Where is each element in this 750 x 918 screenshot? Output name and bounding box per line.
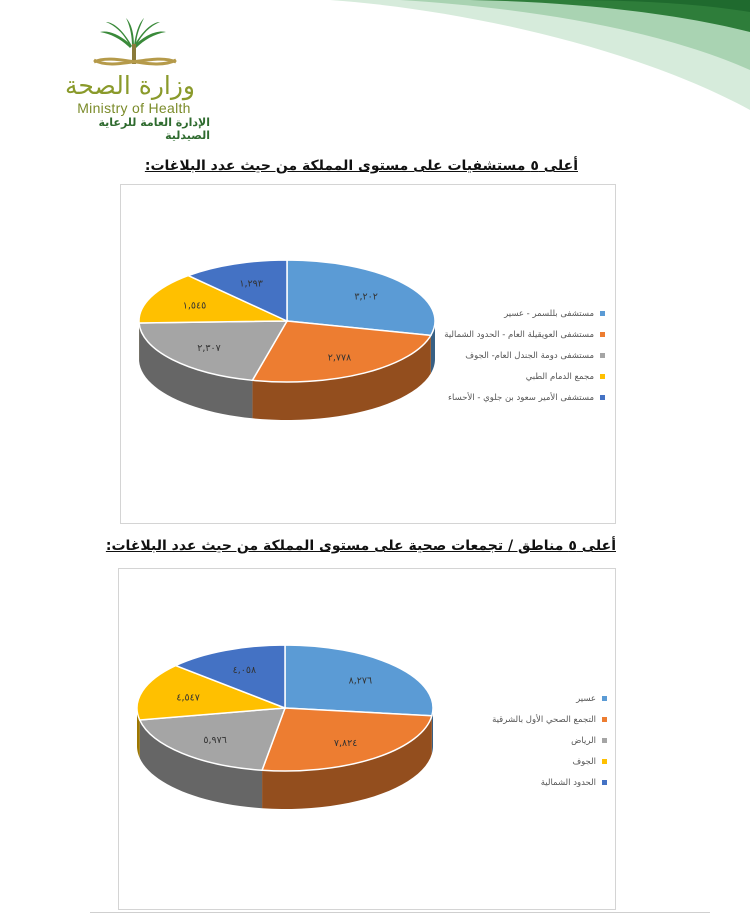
pie-value-label-1: ٢,٧٧٨ bbox=[327, 352, 352, 364]
legend-item-2 bbox=[492, 730, 607, 751]
legend-regions bbox=[492, 688, 607, 793]
legend-label-4: مستشفى الأمير سعود بن جلوي - الأحساء bbox=[448, 392, 594, 403]
legend-label-2: مستشفى دومة الجندل العام- الجوف bbox=[465, 350, 594, 361]
legend-label-2: الرياض bbox=[571, 735, 596, 746]
legend-item-4 bbox=[444, 387, 605, 408]
logo-department: الإدارة العامة للرعاية الصيدلية bbox=[98, 116, 210, 142]
legend-label-4: الحدود الشمالية bbox=[540, 777, 596, 788]
legend-label-3: مجمع الدمام الطبي bbox=[525, 371, 594, 382]
ministry-logo bbox=[50, 16, 220, 142]
pie-top bbox=[139, 260, 435, 382]
legend-item-1 bbox=[492, 709, 607, 730]
legend-swatch-2 bbox=[600, 353, 605, 358]
legend-item-0 bbox=[492, 688, 607, 709]
pie-value-label-2: ٥,٩٧٦ bbox=[203, 734, 227, 746]
legend-swatch-2 bbox=[602, 738, 607, 743]
legend-swatch-1 bbox=[602, 717, 607, 722]
pie-value-label-4: ١,٢٩٣ bbox=[239, 278, 263, 290]
logo-english-name: Ministry of Health bbox=[77, 100, 191, 116]
chart-box-regions bbox=[118, 568, 616, 910]
legend-swatch-0 bbox=[600, 311, 605, 316]
pie-value-label-0: ٨,٢٧٦ bbox=[348, 675, 373, 687]
legend-swatch-3 bbox=[600, 374, 605, 379]
page-bottom-divider bbox=[90, 912, 710, 913]
legend-swatch-4 bbox=[600, 395, 605, 400]
palm-and-swords-icon bbox=[50, 16, 220, 76]
section-title-regions: أعلى ٥ مناطق / تجمعات صحية على مستوى المملكة من حيث عدد البلاغات: bbox=[105, 538, 616, 554]
legend-label-0: عسير bbox=[576, 693, 596, 704]
pie-value-label-3: ١,٥٤٥ bbox=[182, 300, 207, 312]
legend-item-2 bbox=[444, 345, 605, 366]
legend-label-0: مستشفى بللسمر - عسير bbox=[504, 308, 594, 319]
pie-top bbox=[137, 645, 433, 771]
legend-swatch-4 bbox=[602, 780, 607, 785]
legend-swatch-1 bbox=[600, 332, 605, 337]
legend-swatch-0 bbox=[602, 696, 607, 701]
chart-box-hospitals bbox=[120, 184, 616, 524]
legend-item-1 bbox=[444, 324, 605, 345]
pie-value-label-1: ٧,٨٢٤ bbox=[333, 738, 358, 750]
legend-item-0 bbox=[444, 303, 605, 324]
pie-value-label-4: ٤,٠٥٨ bbox=[232, 664, 257, 676]
pie-value-label-0: ٣,٢٠٢ bbox=[354, 291, 378, 303]
legend-label-3: الجوف bbox=[572, 756, 596, 767]
legend-swatch-3 bbox=[602, 759, 607, 764]
pie-value-label-3: ٤,٥٤٧ bbox=[176, 692, 200, 704]
pie-value-label-2: ٢,٣٠٧ bbox=[197, 343, 221, 355]
logo-arabic-name: وزارة الصحة bbox=[65, 71, 195, 100]
legend-item-4 bbox=[492, 772, 607, 793]
section-title-hospitals: أعلى ٥ مستشفيات على مستوى المملكة من حيث عدد البلاغات: bbox=[144, 158, 578, 174]
legend-label-1: مستشفى العويقيلة العام - الحدود الشمالية bbox=[444, 329, 594, 340]
legend-item-3 bbox=[492, 751, 607, 772]
legend-hospitals bbox=[444, 303, 605, 408]
legend-item-3 bbox=[444, 366, 605, 387]
legend-label-1: التجمع الصحي الأول بالشرقية bbox=[492, 714, 596, 725]
